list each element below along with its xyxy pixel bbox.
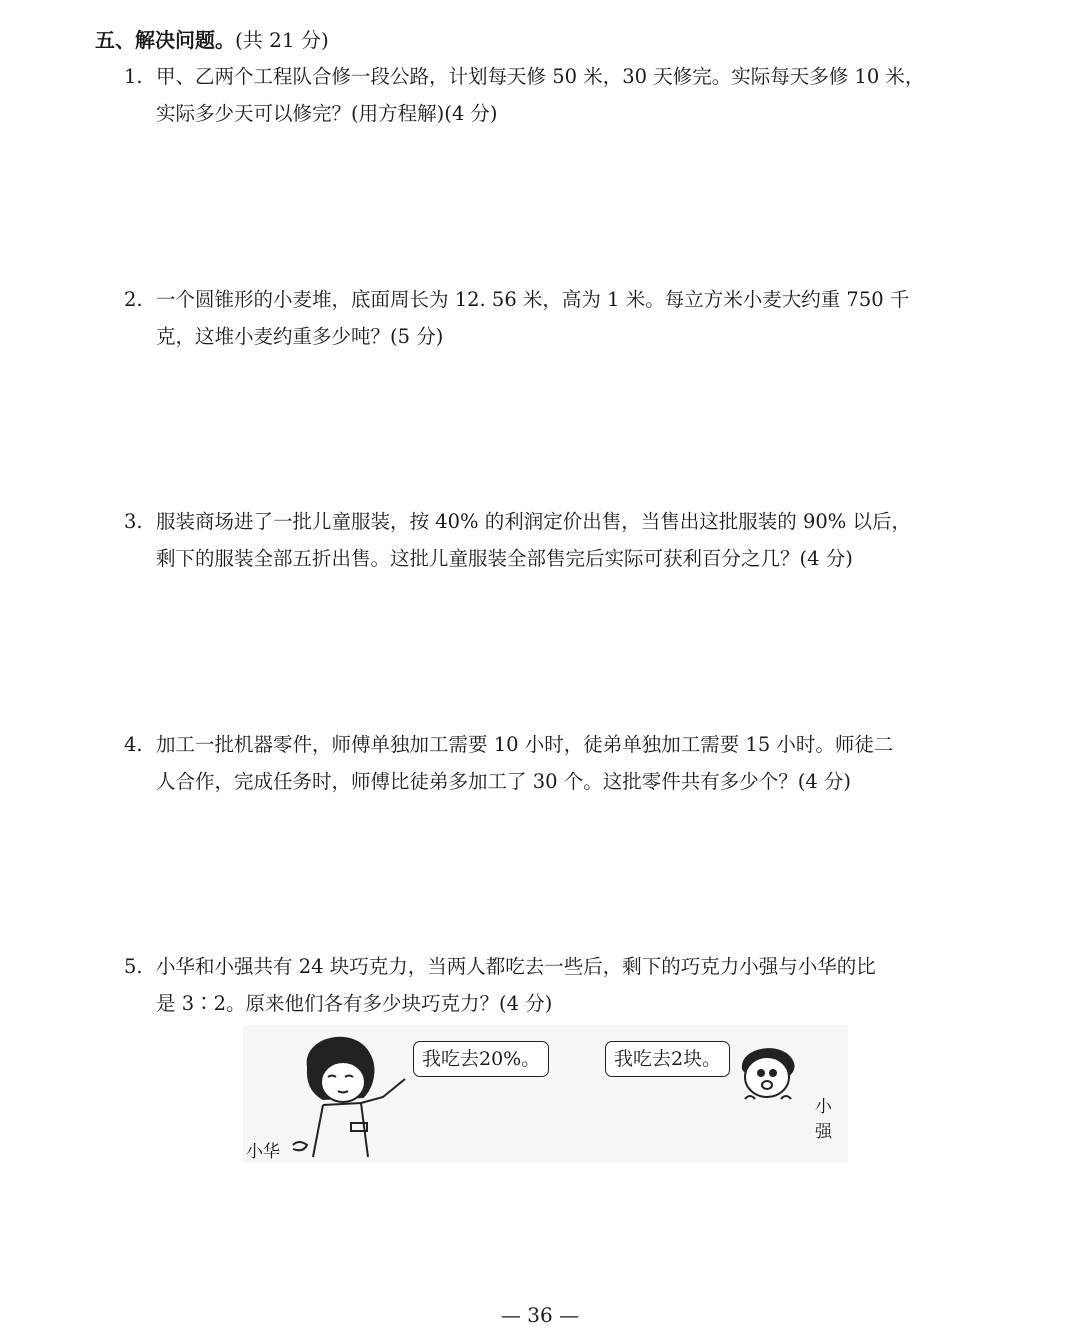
problem-1 <box>124 58 954 132</box>
xiaoqiang-figure-icon <box>735 1039 805 1109</box>
problem-5 <box>124 948 954 1022</box>
problem-number: 3. <box>124 510 143 533</box>
problem-3 <box>124 503 954 577</box>
xiaohua-label: 小华 <box>246 1142 280 1162</box>
xiaoqiang-label: 小强 <box>815 1097 832 1142</box>
problem-text-line: 服装商场进了一批儿童服装，按 40% 的利润定价出售，当售出这批服装的 90% 以后， <box>156 510 911 533</box>
problem-text-line: 甲、乙两个工程队合修一段公路，计划每天修 50 米，30 天修完。实际每天多修 10 米， <box>156 65 925 88</box>
problem-4 <box>124 726 954 800</box>
problem-text-line: 实际多少天可以修完？(用方程解)(4 分) <box>156 102 498 125</box>
cartoon-illustration <box>243 1025 848 1163</box>
problem-number: 2. <box>124 288 143 311</box>
section-title <box>95 26 329 54</box>
problem-number: 1. <box>124 65 143 88</box>
problem-2 <box>124 281 954 355</box>
problem-text-line: 是 3∶2。原来他们各有多少块巧克力？(4 分) <box>156 992 553 1015</box>
xiaohua-speech-bubble: 我吃去20%。 <box>413 1041 549 1077</box>
problem-text-line: 剩下的服装全部五折出售。这批儿童服装全部售完后实际可获利百分之几？(4 分) <box>156 547 853 570</box>
problem-number: 5. <box>124 955 143 978</box>
section-points: (共 21 分) <box>235 28 329 52</box>
section-heading: 五、解决问题。 <box>95 28 235 52</box>
xiaohua-figure-icon <box>283 1027 413 1163</box>
problem-text-line: 小华和小强共有 24 块巧克力，当两人都吃去一些后，剩下的巧克力小强与小华的比 <box>156 955 876 978</box>
problem-text-line: 人合作，完成任务时，师傅比徒弟多加工了 30 个。这批零件共有多少个？(4 分) <box>156 770 852 793</box>
problem-text-line: 加工一批机器零件，师傅单独加工需要 10 小时，徒弟单独加工需要 15 小时。师徒二 <box>156 733 894 756</box>
xiaoqiang-speech-bubble: 我吃去2块。 <box>605 1041 730 1077</box>
problem-number: 4. <box>124 733 143 756</box>
page-number: — 36 — <box>500 1303 580 1327</box>
problem-text-line: 一个圆锥形的小麦堆，底面周长为 12. 56 米，高为 1 米。每立方米小麦大约重 750 千 <box>156 288 910 311</box>
problem-text-line: 克，这堆小麦约重多少吨？(5 分) <box>156 325 444 348</box>
